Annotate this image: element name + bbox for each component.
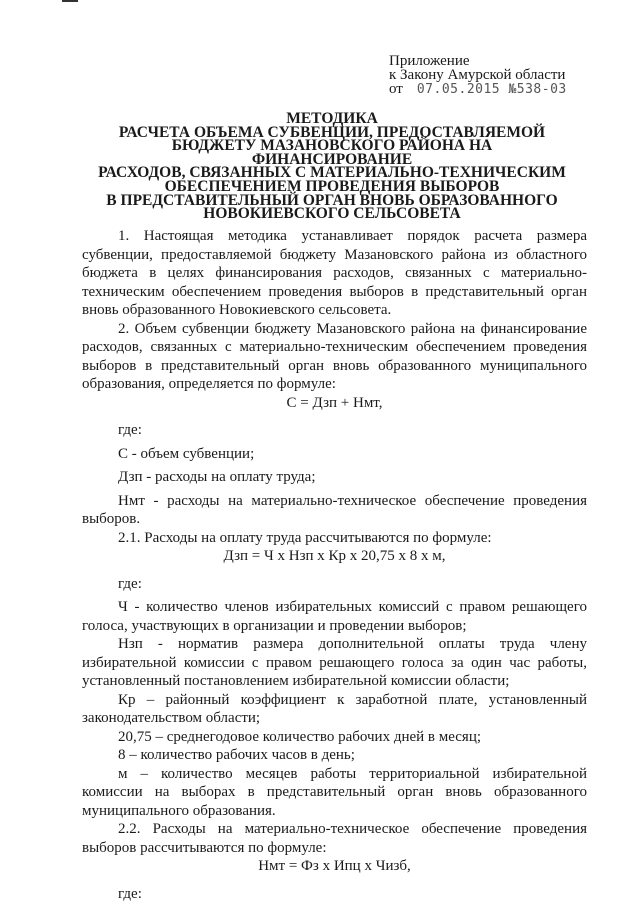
definition-m: м – количество месяцев работы территориальной избирательной комиссии на выборах в представительный орган вновь образованного муниципального образования.	[82, 765, 587, 819]
appendix-date-number: 07.05.2015 №538-03	[416, 82, 567, 97]
where-label: где:	[118, 422, 142, 438]
paragraph-2-1: 2.1. Расходы на оплату труда рассчитываются по формуле:	[118, 529, 492, 546]
definition-nmt: Нмт - расходы на материально-техническое обеспечение проведения выборов.	[82, 492, 587, 527]
title-line: РАСХОДОВ, СВЯЗАННЫХ С МАТЕРИАЛЬНО-ТЕХНИЧЕСКИМ	[98, 164, 566, 182]
definition-kr: Кр – районный коэффициент к заработной плате, установленный законодательством области;	[82, 691, 587, 726]
formula-labor: Дзп = Ч х Нзп х Кр х 20,75 х 8 х м,	[223, 548, 446, 564]
appendix-from-label: от	[389, 81, 403, 97]
scan-mark	[62, 0, 78, 2]
definition-c: С - объем субвенции;	[118, 445, 255, 462]
where-label: где:	[118, 885, 142, 902]
appendix-law-reference: к Закону Амурской области	[389, 67, 566, 83]
appendix-label: Приложение	[389, 53, 470, 69]
paragraph-2-2: 2.2. Расходы на материально-техническое обеспечение проведения выборов рассчитываются по формуле:	[82, 821, 587, 856]
paragraph-1: 1. Настоящая методика устанавливает порядок расчета размера субвенции, предоставляемой бюджету Мазановского района из областного бюджета в целях финансирования расходов, связанных с материально-техническим обеспечением проведения выборов в представительный орган вновь образованного Новокиевского сельсовета.	[82, 228, 587, 318]
paragraph-2: 2. Объем субвенции бюджету Мазановского района на финансирование расходов, связанных с материально-техническим обеспечением проведения выборов в представительный орган вновь образованного муниципального образования, определяется по формуле:	[82, 320, 587, 392]
title-line: В ПРЕДСТАВИТЕЛЬНЫЙ ОРГАН ВНОВЬ ОБРАЗОВАННОГО	[106, 191, 558, 209]
document-body	[82, 227, 587, 903]
title-line: ОБЕСПЕЧЕНИЕМ ПРОВЕДЕНИЯ ВЫБОРОВ	[164, 177, 500, 195]
definition-hours: 8 – количество рабочих часов в день;	[118, 747, 355, 763]
title-line: БЮДЖЕТУ МАЗАНОВСКОГО РАЙОНА НА ФИНАНСИРОВАНИЕ	[171, 137, 493, 168]
definition-dzp: Дзп - расходы на оплату труда;	[118, 469, 316, 485]
title-line: МЕТОДИКА	[286, 110, 378, 127]
formula-material: Нмт = Фз х Ипц х Чизб,	[258, 858, 411, 874]
definition-ch: Ч - количество членов избирательных комиссий с правом решающего голоса, участвующих в организации и проведении выборов;	[82, 599, 587, 634]
formula-subsidy: С = Дзп + Нмт,	[286, 394, 383, 411]
appendix-block	[389, 54, 567, 97]
appendix-date-line	[389, 82, 567, 97]
title-line: РАСЧЕТА ОБЪЕМА СУБВЕНЦИИ, ПРЕДОСТАВЛЯЕМОЙ	[118, 123, 546, 141]
definition-nzp: Нзп - норматив размера дополнительной оплаты труда члену избирательной комиссии с правом решающего голоса за один час работы, установленный постановлением избирательной комиссии области;	[82, 636, 587, 689]
definition-days: 20,75 – среднегодовое количество рабочих дней в месяц;	[118, 728, 482, 745]
document-title	[98, 112, 566, 221]
title-line: НОВОКИЕВСКОГО СЕЛЬСОВЕТА	[203, 205, 461, 223]
where-label: где:	[118, 575, 142, 592]
